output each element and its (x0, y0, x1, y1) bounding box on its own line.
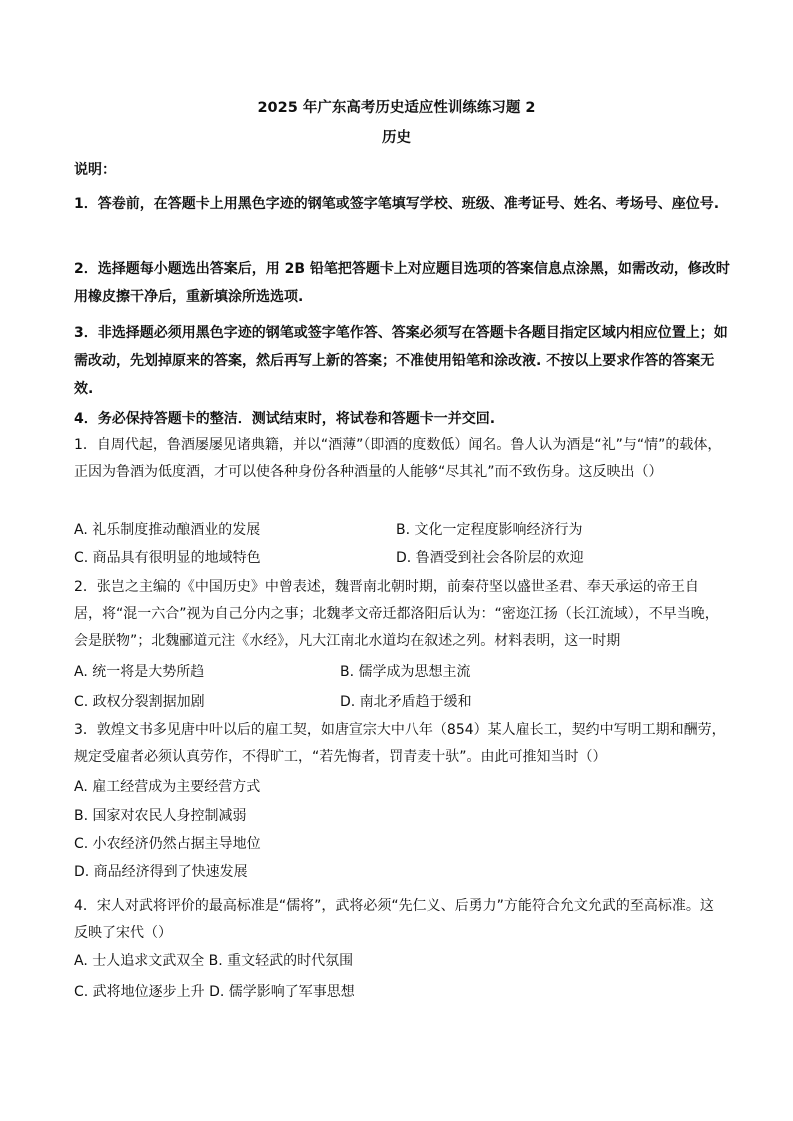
subject-heading: 历史 (382, 130, 411, 146)
page-title: 2025 年广东高考历史适应性训练练习题 2 (257, 100, 536, 116)
question-3-option-c[interactable]: C. 小农经济仍然占据主导地位 (74, 836, 261, 852)
question-1-option-d[interactable]: D. 鲁酒受到社会各阶层的欢迎 (396, 550, 584, 566)
question-2-stem: 2．张岂之主编的《中国历史》中曾表述，魏晋南北朝时期，前秦苻坚以盛世圣君、奉天承运的帝王自居，将“混一六合”视为自己分内之事；北魏孝文帝迁都洛阳后认为：“密迩江扬（长江流域），不早当晚，会是朕物”；北魏郦道元注《水经》，凡大江南北水道均在叙述之列。材料表明，这一时期 (74, 579, 719, 649)
question-4-options-cd[interactable]: C. 武将地位逐步上升 D. 儒学影响了军事思想 (74, 984, 355, 1000)
question-1-option-c[interactable]: C. 商品具有很明显的地域特色 (74, 550, 261, 566)
question-1-option-a[interactable]: A. 礼乐制度推动酿酒业的发展 (74, 522, 261, 538)
question-4-options-ab[interactable]: A. 士人追求文武双全 B. 重文轻武的时代氛围 (74, 953, 354, 969)
instruction-4: 4．务必保持答题卡的整洁．测试结束时，将试卷和答题卡一并交回. (74, 411, 496, 427)
question-3-stem: 3．敦煌文书多见唐中叶以后的雇工契，如唐宣宗大中八年（854）某人雇长工，契约中写明工期和酬劳，规定受雇者必须认真劳作，不得旷工，“若先悔者，罚青麦十驮”。由此可推知当时（） (74, 722, 726, 765)
question-3-option-a[interactable]: A. 雇工经营成为主要经营方式 (74, 779, 261, 795)
question-1-stem: 1．自周代起，鲁酒屡屡见诸典籍，并以“酒薄”（即酒的度数低）闻名。鲁人认为酒是“礼”与“情”的载体，正因为鲁酒为低度酒，才可以使各种身份各种酒量的人能够“尽其礼”而不致伤身。这反映出（） (74, 437, 722, 480)
instruction-3: 3．非选择题必须用黑色字迹的钢笔或签字笔作答、答案必须写在答题卡各题目指定区域内相应位置上；如需改动，先划掉原来的答案，然后再写上新的答案；不准使用铅笔和涂改液. 不按以上要求作答的答案无效. (74, 325, 728, 397)
question-4-stem: 4．宋人对武将评价的最高标准是“儒将”，武将必须“先仁义、后勇力”方能符合允文允武的至高标准。这反映了宋代（） (74, 898, 714, 941)
instruction-1: 1．答卷前，在答题卡上用黑色字迹的钢笔或签字笔填写学校、班级、准考证号、姓名、考场号、座位号. (74, 196, 720, 212)
question-2-option-a[interactable]: A. 统一将是大势所趋 (74, 664, 205, 680)
instruction-2: 2．选择题每小题选出答案后，用 2B 铅笔把答题卡上对应题目选项的答案信息点涂黑，如需改动，修改时用橡皮擦干净后，重新填涂所选选项. (74, 261, 730, 305)
instructions-label: 说明： (74, 162, 116, 178)
question-2-option-c[interactable]: C. 政权分裂割据加剧 (74, 694, 205, 710)
question-1-option-b[interactable]: B. 文化一定程度影响经济行为 (396, 522, 583, 538)
question-3-option-d[interactable]: D. 商品经济得到了快速发展 (74, 864, 248, 880)
question-2-option-b[interactable]: B. 儒学成为思想主流 (340, 664, 471, 680)
question-3-option-b[interactable]: B. 国家对农民人身控制减弱 (74, 808, 247, 824)
question-2-option-d[interactable]: D. 南北矛盾趋于缓和 (340, 694, 472, 710)
